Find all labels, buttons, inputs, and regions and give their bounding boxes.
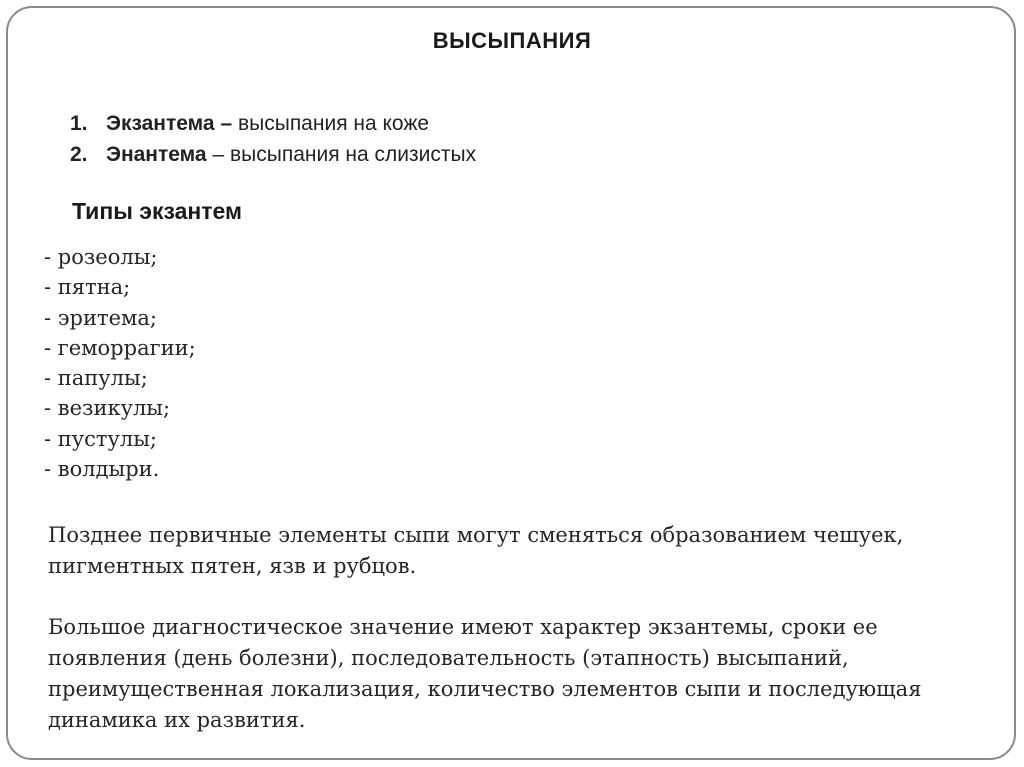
- list-item: - везикулы;: [44, 396, 171, 421]
- definition-description: высыпания на слизистых: [229, 143, 477, 166]
- list-item: - пятна;: [44, 275, 131, 300]
- paragraph-line: пигментных пятен, язв и рубцов.: [48, 554, 417, 578]
- paragraph-line: Большое диагностическое значение имеют характер экзантемы, сроки ее: [48, 615, 878, 639]
- list-item: - розеолы;: [44, 245, 158, 269]
- definition-item: [70, 108, 476, 139]
- definition-dash: –: [214, 112, 238, 135]
- list-item: - волдыри.: [44, 457, 160, 482]
- definition-number: 2.: [70, 143, 88, 166]
- list-item: - пустулы;: [44, 426, 157, 451]
- paragraph-line: появления (день болезни), последовательность (этапность) высыпаний,: [48, 646, 849, 670]
- definition-dash: –: [206, 143, 230, 166]
- list-item: - геморрагии;: [44, 335, 196, 360]
- list-item: - эритема;: [44, 305, 157, 330]
- definition-description: высыпания на коже: [237, 112, 430, 135]
- list-item: - папулы;: [44, 366, 148, 391]
- paragraph-later-elements: [48, 520, 988, 582]
- definition-number: 1.: [70, 112, 88, 135]
- paragraph-line: Позднее первичные элементы сыпи могут сменяться образованием чешуек,: [48, 523, 904, 547]
- definition-item: [70, 139, 476, 170]
- types-heading: Типы экзантем: [72, 198, 243, 224]
- definition-term: Экзантема: [106, 112, 215, 135]
- paragraph-line: динамика их развития.: [48, 708, 306, 732]
- paragraph-diagnostic-value: [48, 612, 988, 736]
- definitions-list: [70, 108, 476, 170]
- paragraph-line: преимущественная локализация, количество элементов сыпи и последующая: [48, 677, 922, 701]
- types-list: [44, 242, 196, 484]
- definition-term: Энантема: [106, 143, 207, 166]
- slide-title: ВЫСЫПАНИЯ: [432, 28, 592, 53]
